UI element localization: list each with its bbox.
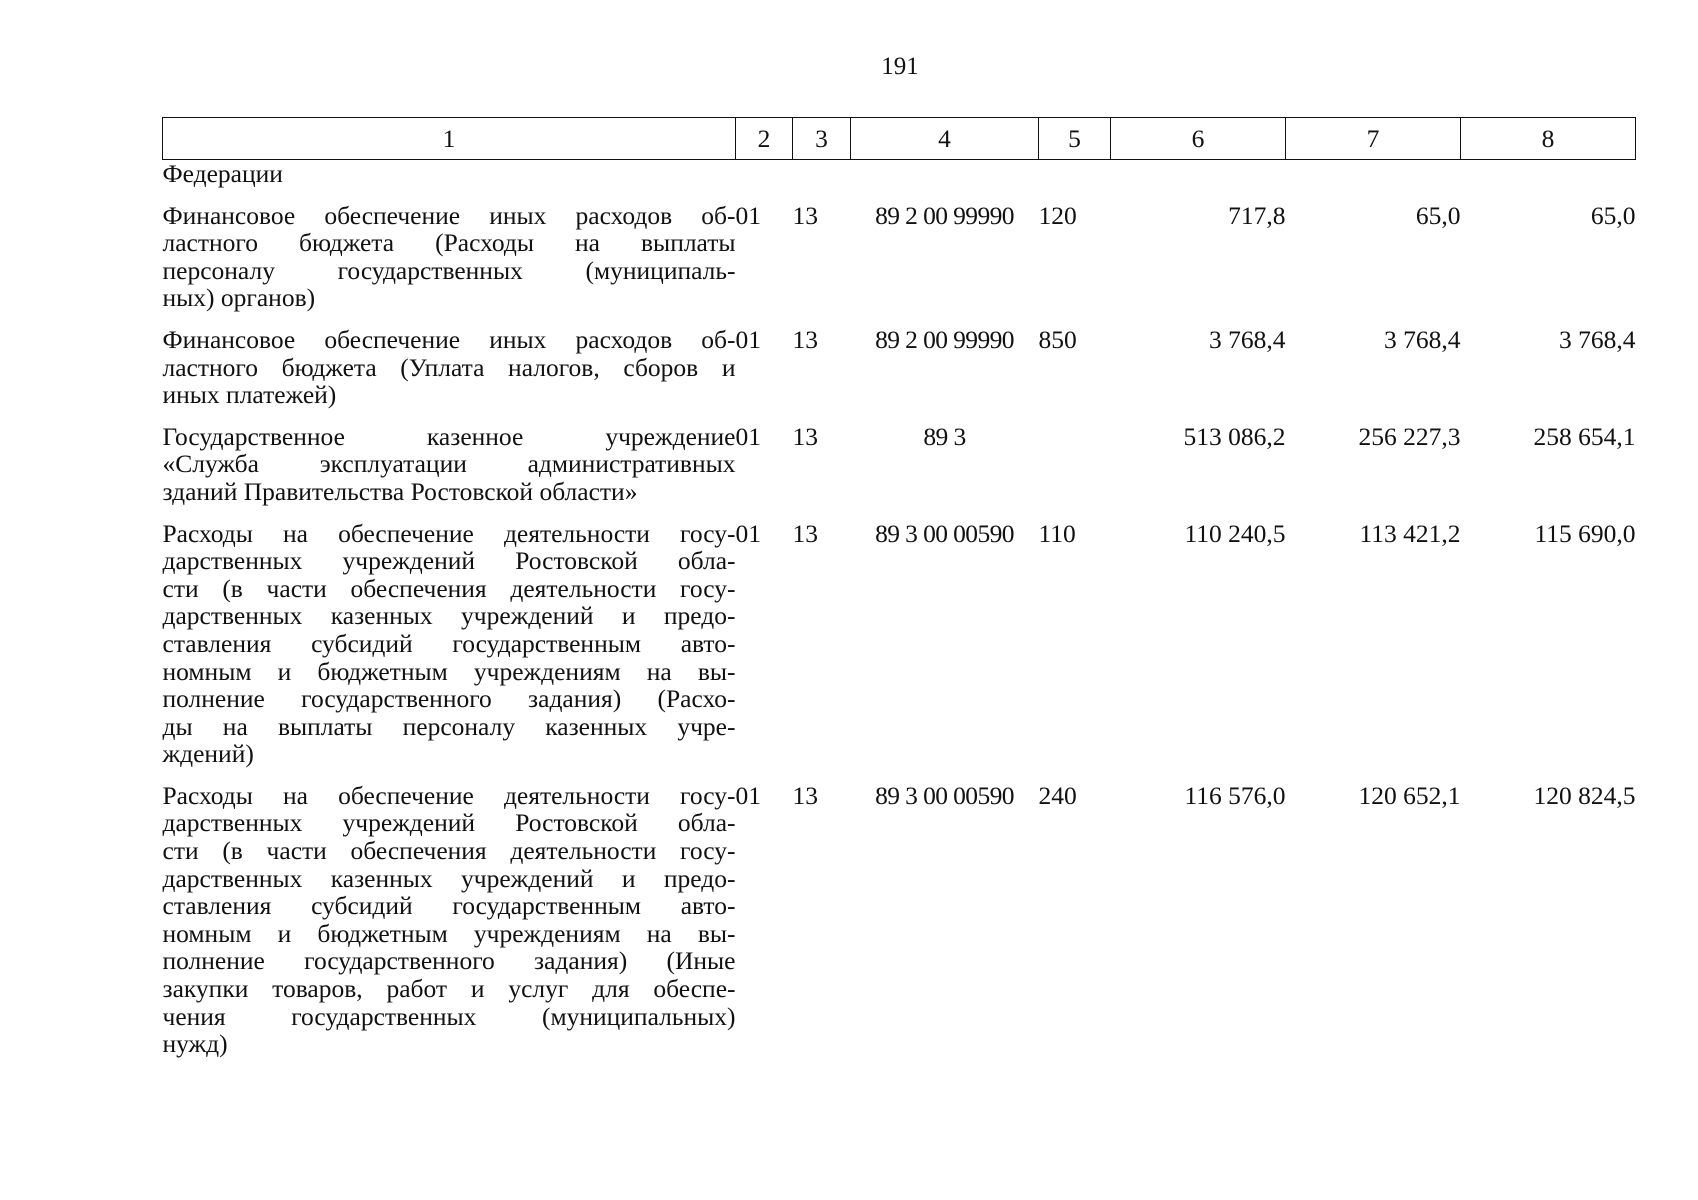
description-line: Расходы на обеспечение деятельности госу-: [162, 780, 736, 810]
cell-col-4: 89 3 00 00590: [875, 780, 1014, 810]
description-line: дарственных казенных учреждений и предо-: [162, 863, 736, 893]
cell-col-6: 513 086,2: [1183, 421, 1286, 451]
description-line: дарственных казенных учреждений и предо-: [162, 601, 736, 631]
cell-col-7: 65,0: [1415, 200, 1461, 230]
cell-col-5: 850: [1038, 324, 1077, 354]
column-header-6: 6: [1111, 118, 1286, 160]
column-header-3: 3: [793, 118, 851, 160]
column-header-5: 5: [1039, 118, 1111, 160]
description-line: ждений): [162, 739, 254, 769]
cell-col-8: 120 824,5: [1533, 780, 1636, 810]
cell-col-2: 01: [735, 200, 761, 230]
cell-col-5: 110: [1038, 518, 1076, 548]
cell-col-6: 3 768,4: [1209, 324, 1286, 354]
description-line: ставления субсидий государственным авто-: [162, 891, 736, 921]
description-line: ставления субсидий государственным авто-: [162, 628, 736, 658]
cell-col-8: 258 654,1: [1533, 421, 1636, 451]
cell-col-2: 01: [735, 324, 761, 354]
table-row: [163, 520, 1636, 768]
column-header-2: 2: [736, 118, 793, 160]
description-line: зданий Правительства Ростовской области»: [162, 476, 638, 506]
description-line: ластного бюджета (Расходы на выплаты: [162, 228, 736, 258]
page-number: 191: [881, 53, 919, 80]
description-line: «Служба эксплуатации административных: [162, 449, 736, 479]
row-description: [163, 202, 736, 312]
cell-col-4: 89 2 00 99990: [875, 324, 1014, 354]
table-row: [163, 782, 1636, 1058]
row-spacer: [163, 188, 1636, 202]
cell-col-3: 13: [792, 780, 818, 810]
cell-col-5: 120: [1038, 200, 1077, 230]
cell-col-5: [1039, 423, 1111, 506]
cell-col-2: 01: [735, 421, 761, 451]
row-spacer: [163, 409, 1636, 423]
description-line: Финансовое обеспечение иных расходов об-: [162, 200, 736, 230]
table-row: [163, 202, 1636, 312]
column-header-8: 8: [1461, 118, 1636, 160]
cell-col-2: 01: [735, 780, 761, 810]
description-line: сти (в части обеспечения деятельности госу-: [162, 573, 736, 603]
cell-col-2: 01: [735, 518, 761, 548]
table-row: [163, 326, 1636, 409]
table-row: [163, 423, 1636, 506]
description-line: полнение государственного задания) (Иные: [162, 946, 736, 976]
cell-col-7: 256 227,3: [1358, 421, 1461, 451]
description-line: Государственное казенное учреждение: [162, 421, 736, 451]
cell-col-8: 3 768,4: [1559, 324, 1636, 354]
description-line: нужд): [162, 1029, 228, 1059]
description-line: полнение государственного задания) (Расхо-: [162, 684, 736, 714]
header-row: [163, 118, 1636, 160]
cell-col-3: 13: [792, 324, 818, 354]
description-line: закупки товаров, работ и услуг для обеспе-: [162, 974, 736, 1004]
continuation-row: [163, 160, 1636, 188]
cell-col-3: 13: [792, 518, 818, 548]
column-header-4: 4: [851, 118, 1039, 160]
description-line: персоналу государственных (муниципаль-: [162, 255, 736, 285]
description-line: ластного бюджета (Уплата налогов, сборов и: [162, 352, 736, 382]
description-line: Финансовое обеспечение иных расходов об-: [162, 324, 736, 354]
description-line: Расходы на обеспечение деятельности госу-: [162, 518, 736, 548]
row-description: [163, 326, 736, 409]
cell-col-3: 13: [792, 421, 818, 451]
row-description: [163, 423, 736, 506]
row-description: [163, 520, 736, 768]
cell-col-4: 89 2 00 99990: [875, 200, 1014, 230]
column-header-7: 7: [1286, 118, 1461, 160]
budget-table: [162, 117, 1636, 1058]
cell-col-8: 115 690,0: [1534, 518, 1636, 548]
cell-col-6: 116 576,0: [1184, 780, 1286, 810]
description-line: иных платежей): [162, 380, 337, 410]
description-line: ды на выплаты персоналу казенных учре-: [162, 711, 736, 741]
cell-col-8: 65,0: [1590, 200, 1636, 230]
row-spacer: [163, 312, 1636, 326]
column-header-1: 1: [163, 118, 736, 160]
cell-col-7: 3 768,4: [1384, 324, 1461, 354]
cell-col-6: 717,8: [1228, 200, 1286, 230]
row-spacer: [163, 506, 1636, 520]
cell-col-4: 89 3: [923, 421, 966, 451]
cell-col-7: 113 421,2: [1359, 518, 1461, 548]
description-line: сти (в части обеспечения деятельности госу-: [162, 836, 736, 866]
cell-col-6: 110 240,5: [1184, 518, 1286, 548]
cell-col-3: 13: [792, 200, 818, 230]
row-description: [163, 782, 736, 1058]
cell-col-4: 89 3 00 00590: [875, 518, 1014, 548]
description-line: дарственных учреждений Ростовской обла-: [162, 546, 736, 576]
description-line: дарственных учреждений Ростовской обла-: [162, 808, 736, 838]
description-line: чения государственных (муниципальных): [162, 1001, 736, 1031]
description-line: номным и бюджетным учреждениям на вы-: [162, 656, 736, 686]
row-spacer: [163, 768, 1636, 782]
cell-col-7: 120 652,1: [1358, 780, 1461, 810]
description-line: номным и бюджетным учреждениям на вы-: [162, 918, 736, 948]
continuation-text: Федерации: [162, 159, 283, 188]
description-line: ных) органов): [162, 283, 316, 313]
cell-col-5: 240: [1038, 780, 1077, 810]
